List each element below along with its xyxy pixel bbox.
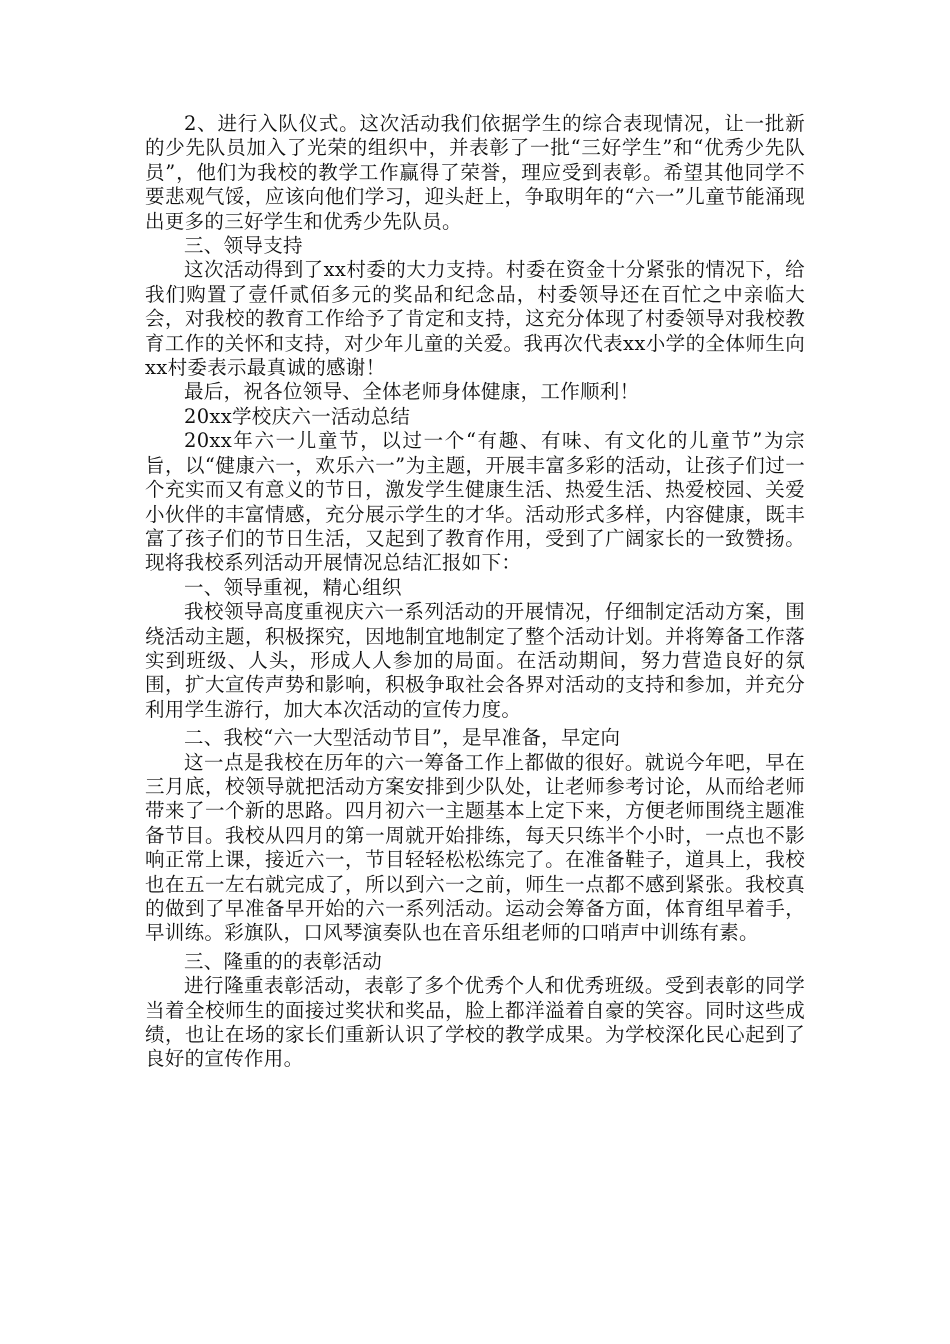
document-page — [145, 112, 805, 1072]
closing-wishes: 最后，祝各位领导、全体老师身体健康，工作顺利！ — [184, 380, 640, 404]
heading-organization: 一、领导重视，精心组织 — [184, 575, 402, 599]
paragraph-organization: 我校领导高度重视庆六一系列活动的开展情况，仔细制定活动方案，围绕活动主题，积极探究，因地制宜地制定了整个活动计划。并将筹备工作落实到班级、人头，形成人人参加的局面。在活动期间，努力营造良好的氛围，扩大宣传声势和影响，积极争取社会各界对活动的支持和参加，并充分利用学生游行，加大本次活动的宣传力度。 — [145, 600, 805, 721]
paragraph-induction-ceremony: 2、进行入队仪式。这次活动我们依据学生的综合表现情况，让一批新的少先队员加入了光荣的组织中，并表彰了一批“三好学生”和“优秀少先队员”，他们为我校的教学工作赢得了荣誉，理应受到表彰。希望其他同学不要悲观气馁，应该向他们学习，迎头赶上，争取明年的“六一”儿童节能涌现出更多的三好学生和优秀少先队员。 — [145, 112, 805, 233]
paragraph-intro-summary: 20xx年六一儿童节，以过一个“有趣、有味、有文化的儿童节”为宗旨，以“健康六一，欢乐六一”为主题，开展丰富多彩的活动，让孩子们过一个充实而又有意义的节日，激发学生健康生活、热爱生活、热爱校园、关爱小伙伴的丰富情感，充分展示学生的才华。活动形式多样，内容健康，既丰富了孩子们的节日生活，又起到了教育作用，受到了广阔家长的一致赞扬。现将我校系列活动开展情况总结汇报如下： — [145, 429, 805, 575]
paragraph-early-preparation: 这一点是我校在历年的六一筹备工作上都做的很好。就说今年吧，早在三月底，校领导就把活动方案安排到少队处，让老师参考讨论，从而给老师带来了一个新的思路。四月初六一主题基本上定下来，方便老师围绕主题准备节目。我校从四月的第一周就开始排练，每天只练半个小时，一点也不影响正常上课，接近六一，节目轻轻松松练完了。在准备鞋子，道具上，我校也在五一左右就完成了，所以到六一之前，师生一点都不感到紧张。我校真的做到了早准备早开始的六一系列活动。运动会筹备方面，体育组早着手，早训练。彩旗队，口风琴演奏队也在音乐组老师的口哨声中训练有素。 — [145, 750, 805, 945]
document-title-summary: 20xx学校庆六一活动总结 — [184, 404, 411, 428]
heading-leadership-support: 三、领导支持 — [184, 234, 303, 258]
paragraph-village-committee-support: 这次活动得到了xx村委的大力支持。村委在资金十分紧张的情况下，给我们购置了壹仟贰佰多元的奖品和纪念品，村委领导还在百忙之中亲临大会，对我校的教育工作给予了肯定和支持，这充分体现了村委领导对我校教育工作的关怀和支持，对少年儿童的关爱。我再次代表xx小学的全体师生向xx村委表示最真诚的感谢！ — [145, 258, 805, 380]
paragraph-commendation: 进行隆重表彰活动，表彰了多个优秀个人和优秀班级。受到表彰的同学当着全校师生的面接过奖状和奖品，脸上都洋溢着自豪的笑容。同时这些成绩，也让在场的家长们重新认识了学校的教学成果。为学校深化民心起到了良好的宣传作用。 — [145, 974, 805, 1071]
heading-commendation: 三、隆重的的表彰活动 — [184, 949, 383, 973]
heading-early-preparation: 二、我校“六一大型活动节目”，是早准备，早定向 — [184, 726, 621, 750]
